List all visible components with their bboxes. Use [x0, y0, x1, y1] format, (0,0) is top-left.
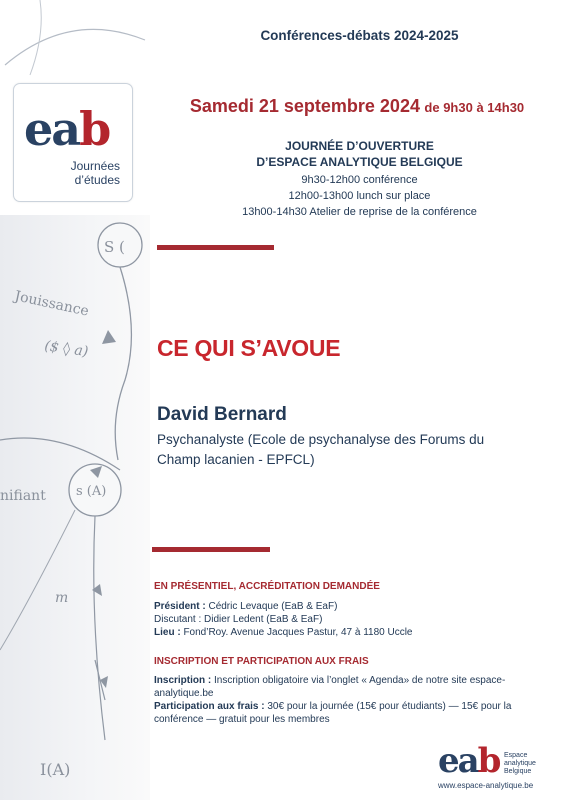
logo-b: b [79, 102, 110, 156]
graph-label-IA: I(A) [40, 760, 71, 779]
footer-logo-text-3: Belgique [504, 768, 532, 775]
graph-label-sdiamond: ($ ◊ a) [43, 338, 90, 361]
discutant-label: Discutant : [154, 614, 202, 625]
eab-logo-box [13, 83, 133, 202]
graph-label-s-top: S ( [104, 238, 125, 256]
schedule-item: 12h00-13h00 lunch sur place [288, 190, 431, 202]
inscription-value: Inscription obligatoire via l’onglet « Agenda» de notre site espace- [211, 675, 506, 686]
footer-logo-b: b [477, 741, 500, 781]
graph-label-jouissance: Jouissance [13, 288, 91, 320]
discutant-value: Didier Ledent (EaB & EaF) [201, 614, 323, 625]
lieu-value: Fond’Roy. Avenue Jacques Pastur, 47 à 1180 Uccle [180, 627, 413, 638]
schedule-item: 9h30-12h00 conférence [301, 174, 418, 186]
event-date [152, 96, 562, 117]
eab-logo [24, 102, 110, 156]
speaker-affiliation-1: Psychanalyste (Ecole de psychanalyse des Forums du [157, 432, 485, 447]
event-title-line2: D’ESPACE ANALYTIQUE BELGIQUE [256, 155, 463, 169]
president-value: Cédric Levaque (EaB & EaF) [205, 601, 338, 612]
section-heading-attendance: EN PRÉSENTIEL, ACCRÉDITATION DEMANDÉE [154, 581, 380, 592]
footer-logo-text-2: analytique [504, 760, 536, 767]
event-time: de 9h30 à 14h30 [424, 100, 525, 115]
frais-label: Participation aux frais : [154, 701, 265, 712]
president-line [154, 601, 337, 612]
lieu-line [154, 627, 412, 638]
divider-top [157, 245, 274, 250]
series-title: Conférences-débats 2024-2025 [260, 28, 459, 43]
graph-label-m: m [55, 590, 69, 606]
footer-logo-text-1: Espace [504, 752, 528, 759]
inscription-line [154, 675, 505, 686]
president-label: Président : [154, 601, 206, 612]
inscription-line-2: analytique.be [154, 688, 214, 699]
graph-label-sA: s (A) [76, 484, 107, 499]
logo-subtitle-2: d’études [74, 173, 120, 187]
footer-eab-logo [438, 741, 500, 781]
logo-ea: ea [24, 102, 80, 156]
talk-title: CE QUI S’AVOUE [157, 335, 341, 361]
event-date-main: Samedi 21 septembre 2024 [189, 96, 420, 116]
frais-line-2: conférence — gratuit pour les membres [154, 714, 330, 725]
footer-logo-ea: ea [438, 741, 478, 781]
lieu-label: Lieu : [154, 627, 181, 638]
speaker-affiliation-2: Champ lacanien - EPFCL) [157, 452, 315, 467]
footer-website-link[interactable]: www.espace-analytique.be [438, 781, 534, 790]
divider-bottom [152, 547, 270, 552]
discutant-line [154, 614, 322, 625]
section-heading-registration: INSCRIPTION ET PARTICIPATION AUX FRAIS [154, 656, 369, 667]
logo-subtitle-1: Journées [70, 159, 120, 173]
inscription-label: Inscription : [154, 675, 212, 686]
event-title-line1: JOURNÉE D’OUVERTURE [285, 139, 434, 153]
speaker-name: David Bernard [157, 404, 287, 425]
frais-value: 30€ pour la journée (15€ pour étudiants) — 15€ pour la [264, 701, 512, 712]
frais-line [154, 701, 511, 712]
schedule-item: 13h00-14h30 Atelier de reprise de la conférence [242, 206, 477, 218]
graph-label-signifiant: nifiant [0, 488, 46, 504]
